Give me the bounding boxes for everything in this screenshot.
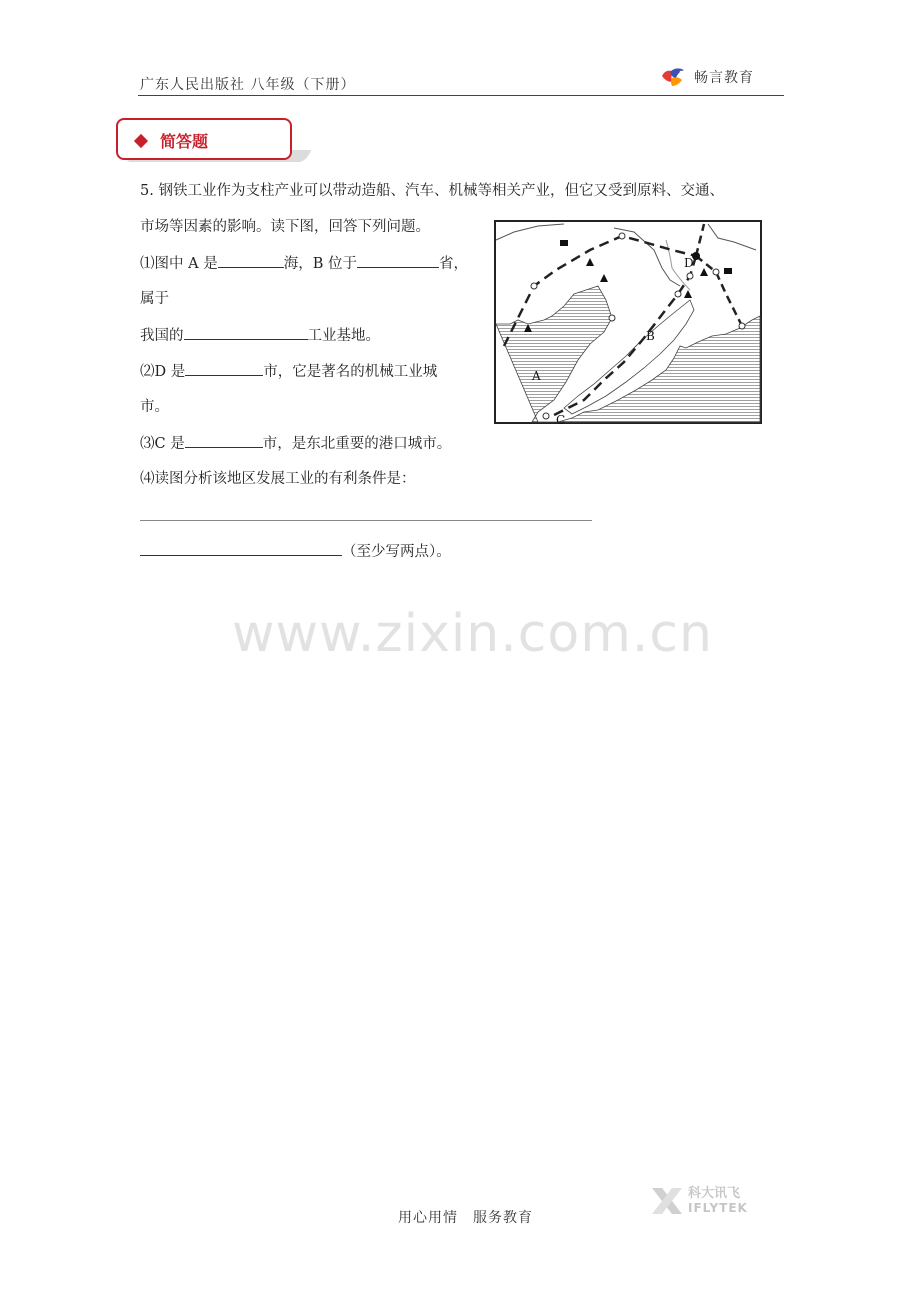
question-1-line	[140, 253, 468, 274]
q3-text-a: ⑶C 是	[140, 436, 185, 452]
q1-text-b: 海，B 位于	[283, 256, 357, 272]
q2-blank-city[interactable]	[185, 361, 263, 376]
q1-text-a: ⑴图中 A 是	[140, 256, 218, 272]
q3-blank-city[interactable]	[185, 433, 263, 448]
q1-blank-province[interactable]	[357, 253, 439, 268]
iflytek-cn: 科大讯飞	[688, 1186, 741, 1201]
q1-text-d: 属于	[140, 291, 169, 307]
map-figure	[494, 220, 762, 424]
header-divider	[138, 95, 784, 96]
q1-blank-base[interactable]	[184, 325, 308, 340]
section-title-text: 简答题	[160, 132, 209, 151]
q1-text-c: 省，	[438, 256, 468, 272]
iflytek-en: IFLYTEK	[688, 1201, 748, 1215]
q4-answer-line2[interactable]	[140, 541, 342, 556]
iflytek-x-icon	[650, 1186, 684, 1216]
q2-text-b: 市，它是著名的机械工业城	[263, 364, 438, 380]
q1-text-f: 工业基地。	[307, 328, 380, 344]
question-intro-line1: 5. 钢铁工业作为支柱产业可以带动造船、汽车、机械等相关产业，但它又受到原料、交通、	[140, 183, 724, 199]
brand-name: 畅言教育	[694, 70, 754, 86]
q2-text-c: 市。	[140, 399, 169, 415]
q1-text-e: 我国的	[140, 328, 184, 344]
map-label-b: B	[646, 329, 655, 343]
bird-logo-icon	[660, 66, 688, 88]
section-title	[132, 129, 208, 152]
map-label-d: D	[684, 256, 694, 270]
q1-blank-sea[interactable]	[218, 253, 284, 268]
brand-logo	[660, 66, 754, 88]
watermark: www.zixin.com.cn	[232, 604, 713, 664]
question-4-line: ⑷读图分析该地区发展工业的有利条件是：	[140, 471, 416, 487]
footer-slogan: 用心用情 服务教育	[398, 1210, 533, 1226]
question-1-line2	[140, 325, 380, 346]
q3-text-b: 市，是东北重要的港口城市。	[262, 436, 452, 452]
q4-text-end: （至少写两点）。	[342, 544, 451, 560]
map-label-a: A	[532, 369, 541, 383]
question-4-line2	[140, 541, 451, 562]
iflytek-logo	[650, 1186, 748, 1216]
header-publisher: 广东人民出版社 八年级（下册）	[140, 77, 356, 93]
q4-answer-line1[interactable]	[140, 520, 592, 521]
map-label-c: C	[556, 413, 566, 424]
q2-text-a: ⑵D 是	[140, 364, 186, 380]
question-intro-line2: 市场等因素的影响。读下图，回答下列问题。	[140, 219, 430, 235]
question-3-line	[140, 433, 451, 454]
diamond-icon	[134, 133, 148, 147]
question-2-line	[140, 361, 437, 382]
